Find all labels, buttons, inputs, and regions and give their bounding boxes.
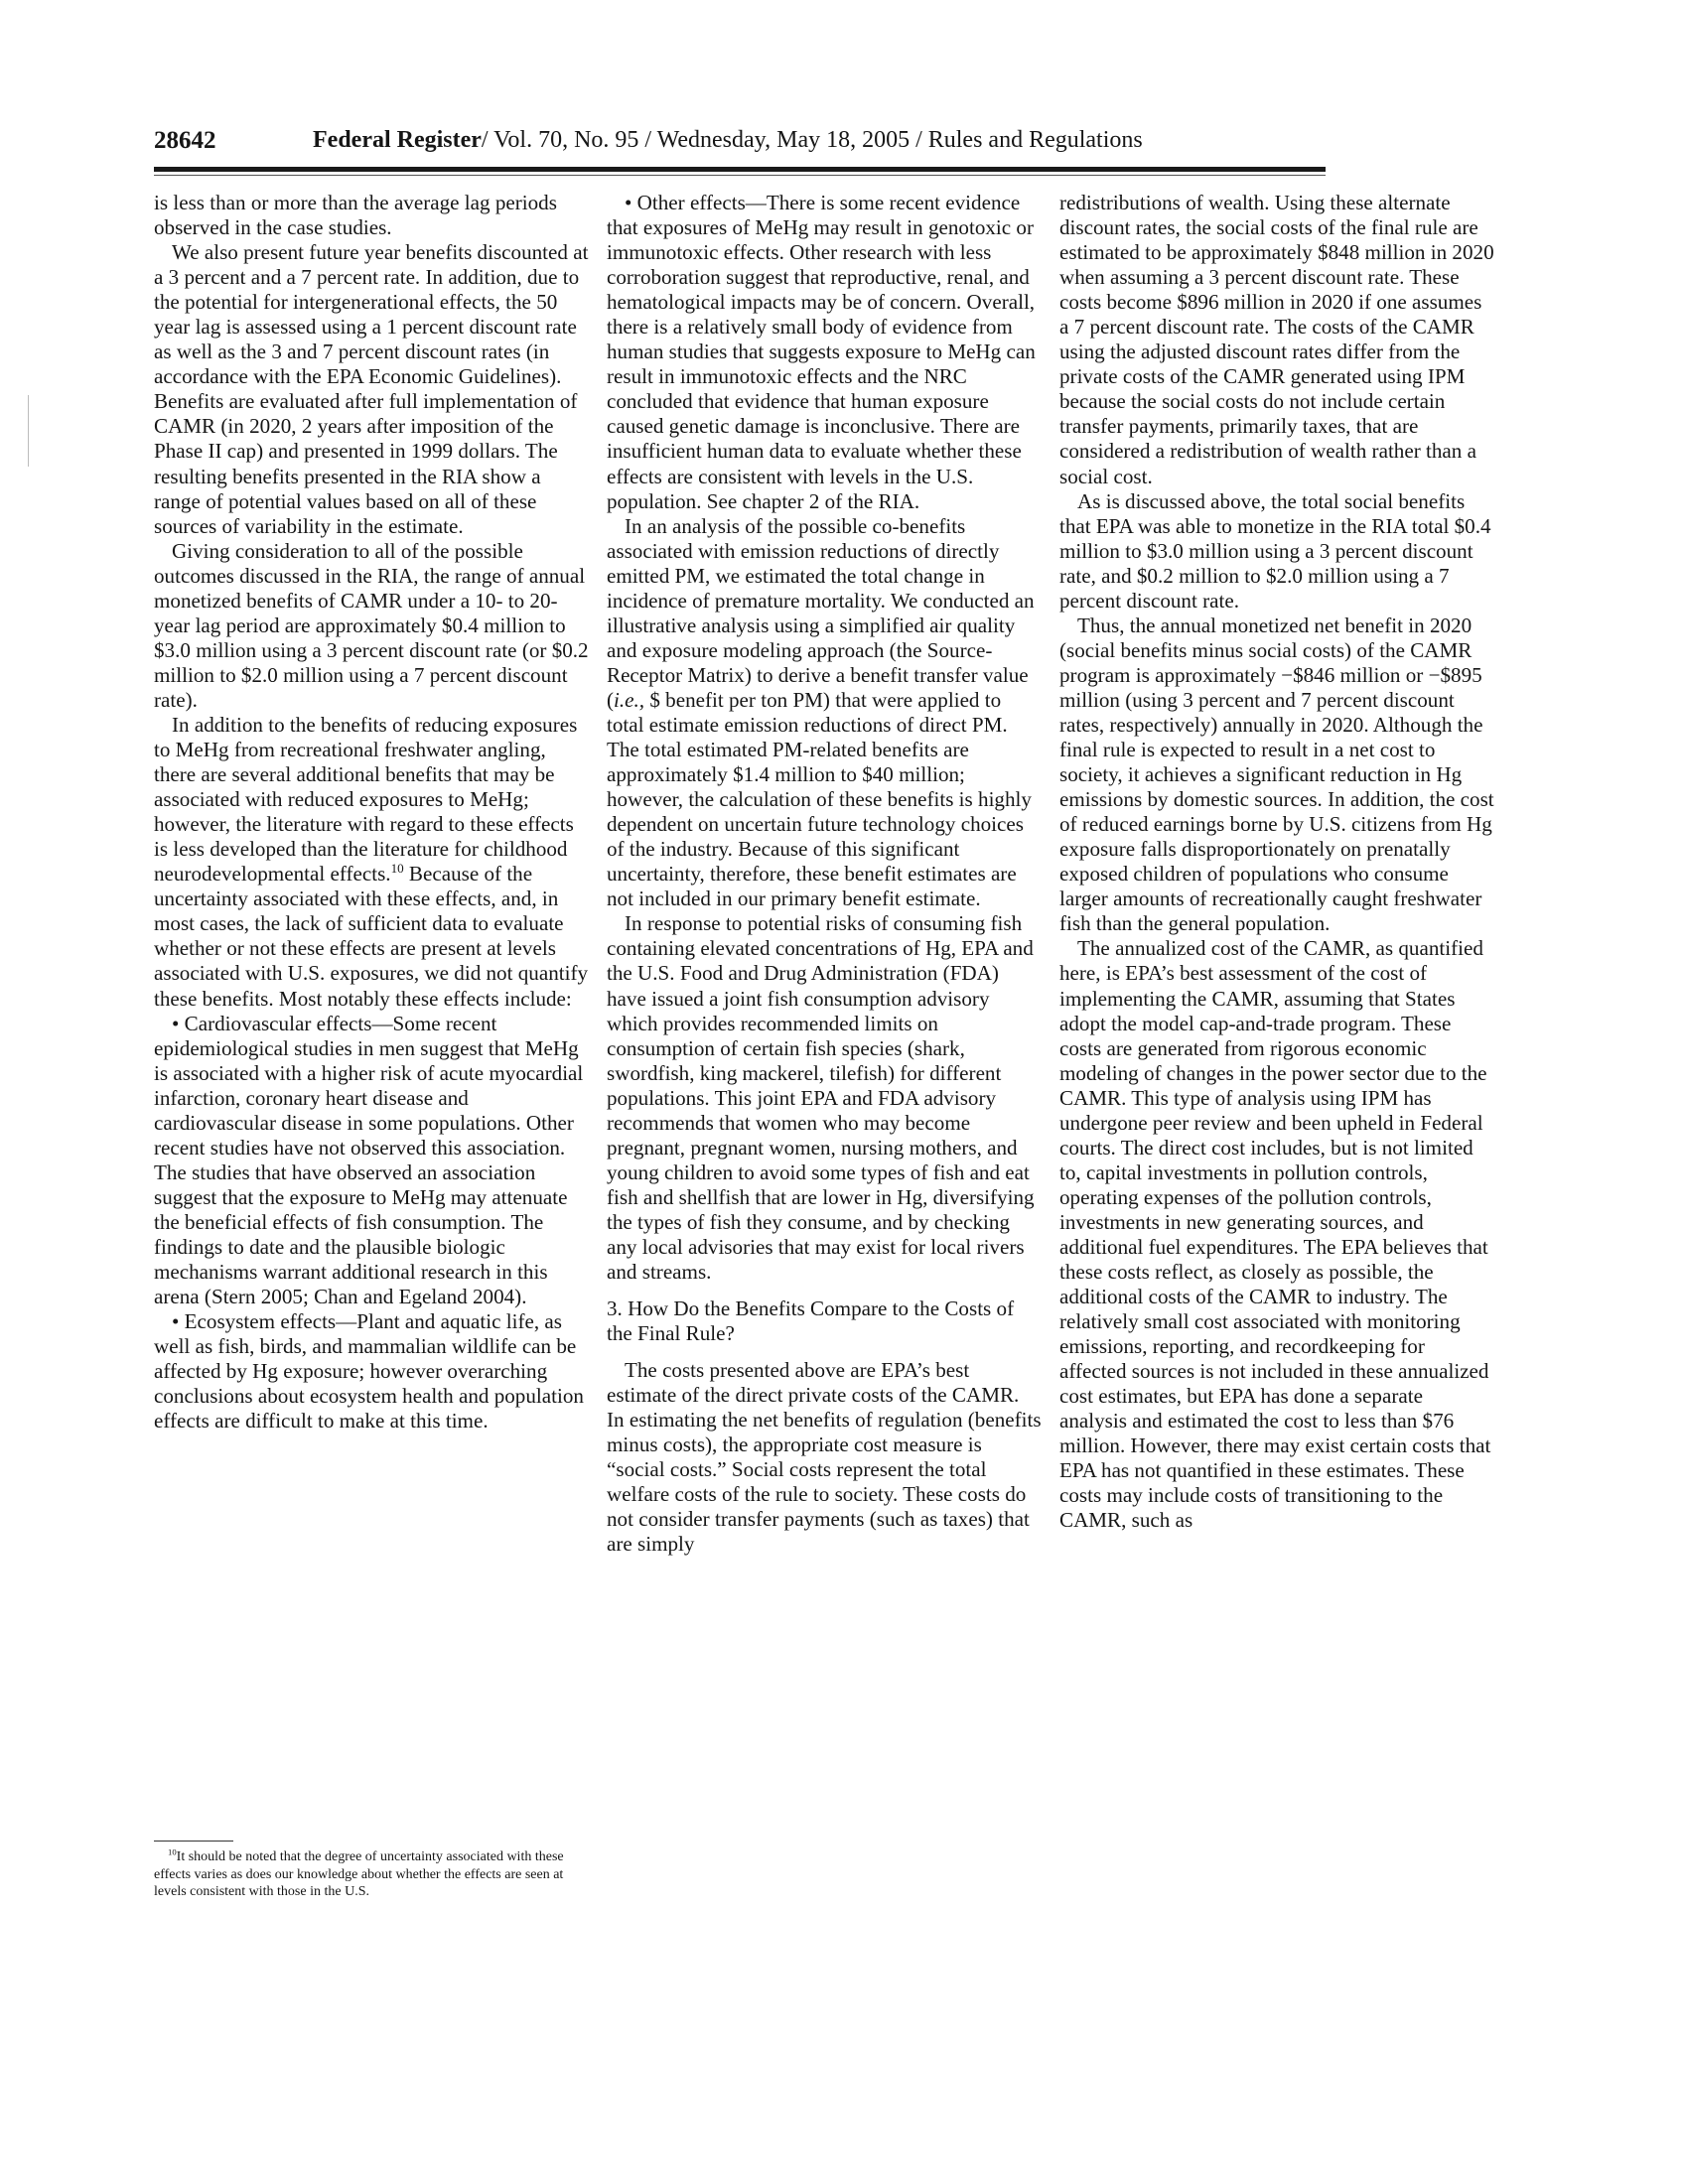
running-title [313, 127, 1143, 154]
paragraph-text: Because of the uncertainty associated with these effects, and, in most cases, the lack of sufficient data to evaluate whether or not these effects are present at levels associated with U.S. exposures, we did not quantify these benefits. Most notably these effects include: [154, 862, 589, 1011]
paragraph [607, 514, 1042, 912]
footnote-rule [154, 1841, 233, 1842]
paragraph-text: In an analysis of the possible co-benefits associated with emission reductions of directly emitted PM, we estimated the total change in incidence of premature mortality. We conducted an illustrative analysis using a simplified air quality and exposure modeling approach (the Source-Receptor Matrix) to derive a benefit transfer value ( [607, 513, 1035, 712]
paragraph: We also present future year benefits discounted at a 3 percent and a 7 percent rate. In addition, due to the potential for intergenerational effects, the 50 year lag is assessed using a 1 percent discount rate as well as the 3 and 7 percent discount rates (in accordance with the EPA Economic Guidelines). Benefits are evaluated after full implementation of CAMR (in 2020, 2 years after imposition of the Phase II cap) and presented in 1999 dollars. The resulting benefits presented in the RIA show a range of potential values based on all of these sources of variability in the estimate. [154, 240, 589, 538]
paragraph: In response to potential risks of consuming fish containing elevated concentrations of Hg, EPA and the U.S. Food and Drug Administration (FDA) have issued a joint fish consumption advisory which provides recommended limits on consumption of certain fish species (shark, swordfish, king mackerel, tilefish) for different populations. This joint EPA and FDA advisory recommends that women who may become pregnant, pregnant women, nursing mothers, and young children to avoid some types of fish and eat fish and shellfish that are lower in Hg, diversifying the types of fish they consume, and by checking any local advisories that may exist for local rivers and streams. [607, 911, 1035, 1285]
bullet-item: • Other effects—There is some recent evidence that exposures of MeHg may result in genotoxic or immunotoxic effects. Other research with less corroboration suggest that reproductive, renal, and hematological impacts may be of concern. Overall, there is a relatively small body of evidence from human studies that suggests exposure to MeHg can result in immunotoxic effects and the NRC concluded that evidence that human exposure caused genetic damage is inconclusive. There are insufficient human data to evaluate whether these effects are consistent with levels in the U.S. population. See chapter 2 of the RIA. [607, 191, 1036, 513]
paragraph: is less than or more than the average lag periods observed in the case studies. [154, 191, 557, 240]
column-2 [607, 191, 1042, 1558]
paragraph: Thus, the annual monetized net benefit in 2020 (social benefits minus social costs) of the CAMR program is approximately −$846 million or −$895 million (using 3 percent and 7 percent discount rates, respectively) annually in 2020. Although the final rule is expected to result in a net cost to society, it achieves a significant reduction in Hg emissions by domestic sources. In addition, the cost of reduced earnings borne by U.S. citizens from Hg exposure falls disproportionately on prenatally exposed children of populations who consume larger amounts of recreationally caught freshwater fish than the general population. [1059, 613, 1494, 936]
paragraph-text: $ benefit per ton PM) that were applied to total estimate emission reductions of direct PM. The total estimated PM-related benefits are approximately $1.4 million to $40 million; however, the calculation of these benefits is highly dependent on uncertain future technology choices of the industry. Because of this significant uncertainty, therefore, these benefit estimates are not included in our primary benefit estimate. [607, 687, 1032, 911]
bullet-item: • Ecosystem effects—Plant and aquatic life, as well as fish, birds, and mammalian wildlife can be affected by Hg exposure; however overarching conclusions about ecosystem health and population effects are difficult to make at this time. [154, 1309, 584, 1433]
bullet-item: • Cardiovascular effects—Some recent epidemiological studies in men suggest that MeHg is associated with a higher risk of acute myocardial infarction, coronary heart disease and cardiovascular disease in some populations. Other recent studies have not observed this association. The studies that have observed an association suggest that the exposure to MeHg may attenuate the beneficial effects of fish consumption. The findings to date and the plausible biologic mechanisms warrant additional research in this arena (Stern 2005; Chan and Egeland 2004). [154, 1011, 584, 1309]
section-heading: 3. How Do the Benefits Compare to the Costs of the Final Rule? [607, 1297, 1015, 1346]
publication-name: Federal Register [313, 127, 482, 153]
column-3 [1059, 191, 1494, 1534]
footnote [154, 1848, 581, 1901]
paragraph [154, 713, 589, 1012]
paragraph: As is discussed above, the total social benefits that EPA was able to monetize in the RIA total $0.4 million to $3.0 million using a 3 percent discount rate, and $0.2 million to $2.0 million using a 7 percent discount rate. [1059, 488, 1491, 613]
footnote-marker: 10 [168, 1846, 177, 1857]
italic-text: i.e., [614, 687, 645, 712]
header-rule-thin [154, 175, 1326, 176]
scan-margin-mark [28, 395, 29, 467]
page-number: 28642 [154, 127, 216, 154]
paragraph-text: In addition to the benefits of reducing exposures to MeHg from recreational freshwater angling, there are several additional benefits that may be associated with reduced exposures to MeHg; however, the literature with regard to these effects is less developed than the literature for childhood neurodevelopmental effects. [154, 712, 578, 887]
page-header [154, 127, 1324, 161]
paragraph: The costs presented above are EPA’s best estimate of the direct private costs of the CAMR. In estimating the net benefits of regulation (benefits minus costs), the appropriate cost measure is “social costs.” Social costs represent the total welfare costs of the rule to society. These costs do not consider transfer payments (such as taxes) that are simply [607, 1358, 1042, 1557]
volume-info: / Vol. 70, No. 95 / Wednesday, May 18, 2005 / Rules and Regulations [481, 127, 1143, 153]
footnote-reference: 10 [390, 861, 404, 877]
paragraph: Giving consideration to all of the possible outcomes discussed in the RIA, the range of annual monetized benefits of CAMR under a 10- to 20-year lag period are approximately $0.4 million to $3.0 million using a 3 percent discount rate (or $0.2 million to $2.0 million using a 7 percent discount rate). [154, 538, 589, 712]
paragraph: redistributions of wealth. Using these alternate discount rates, the social costs of the final rule are estimated to be approximately $848 million in 2020 when assuming a 3 percent discount rate. These costs become $896 million in 2020 if one assumes a 7 percent discount rate. The costs of the CAMR using the adjusted discount rates differ from the private costs of the CAMR generated using IPM because the social costs do not include certain transfer payments, primarily taxes, that are considered a redistribution of wealth rather than a social cost. [1059, 191, 1494, 488]
paragraph: The annualized cost of the CAMR, as quantified here, is EPA’s best assessment of the cost of implementing the CAMR, assuming that States adopt the model cap-and-trade program. These costs are generated from rigorous economic modeling of changes in the power sector due to the CAMR. This type of analysis using IPM has undergone peer review and been upheld in Federal courts. The direct cost includes, but is not limited to, capital investments in pollution controls, operating expenses of the pollution controls, investments in new generating sources, and additional fuel expenditures. The EPA believes that these costs reflect, as closely as possible, the additional costs of the CAMR to industry. The relatively small cost associated with monitoring emissions, reporting, and recordkeeping for affected sources is not included in these annualized cost estimates, but EPA has done a separate analysis and estimated the cost to less than $76 million. However, there may exist certain costs that EPA has not quantified in these estimates. These costs may include costs of transitioning to the CAMR, such as [1059, 936, 1491, 1533]
header-rule-thick [154, 167, 1326, 172]
column-1 [154, 191, 589, 1433]
footnote-text: It should be noted that the degree of uncertainty associated with these effects varies as does our knowledge about whether the effects are seen at levels consistent with those in the U.S. [154, 1849, 564, 1899]
